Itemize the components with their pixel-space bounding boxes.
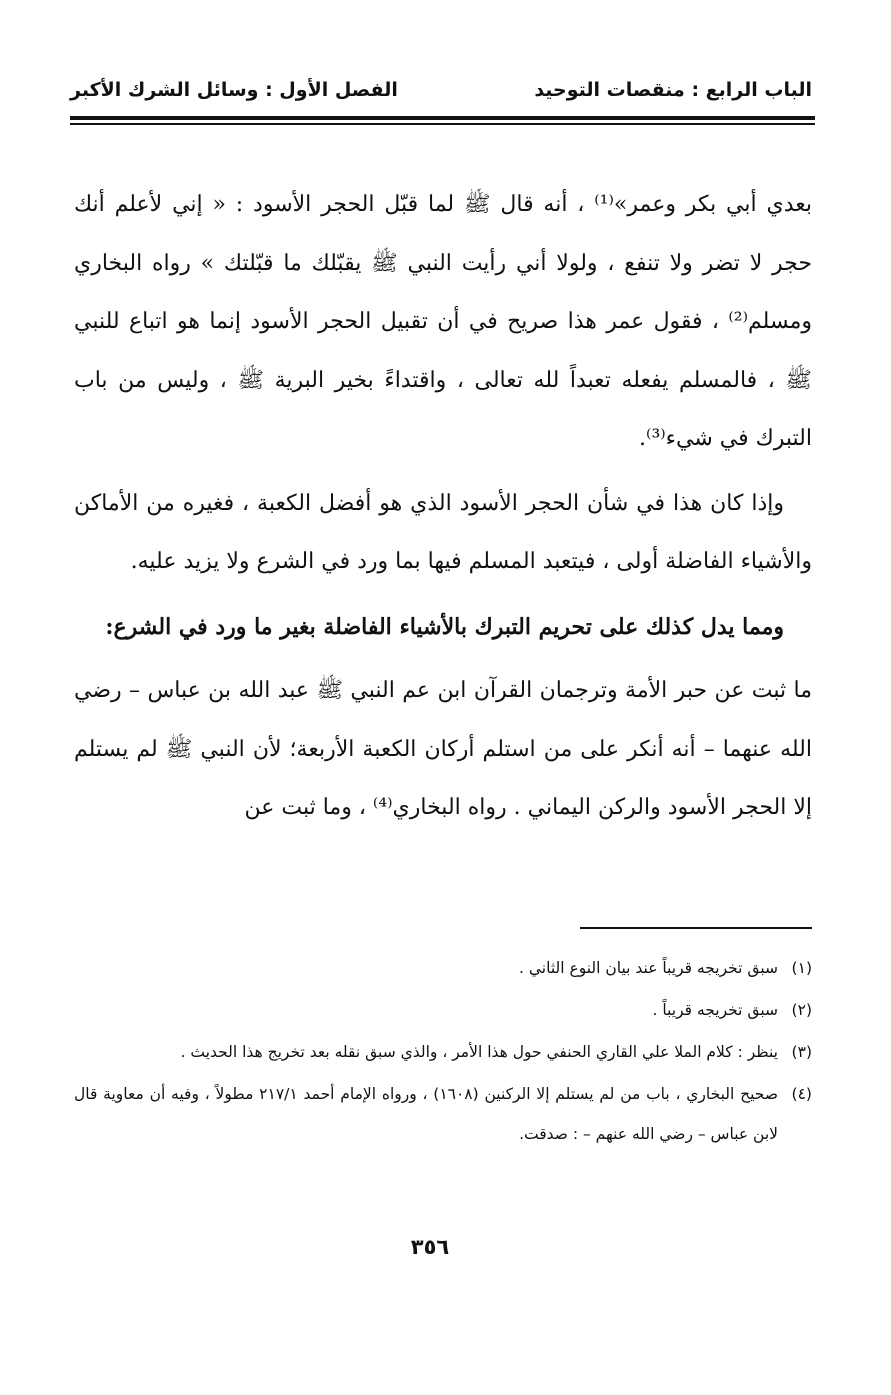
paragraph-2: وإذا كان هذا في شأن الحجر الأسود الذي هو أفضل الكعبة ، فغيره من الأماكن والأشياء الفاضلة أولى ، فيتعبد المسلم فيها بما ورد في الشرع ولا يزيد عليه. xyxy=(74,490,812,574)
footnotes xyxy=(74,946,812,1156)
header-rule-thin xyxy=(70,123,815,125)
footnote-text: سبق تخريجه قريباً عند بيان النوع الثاني . xyxy=(519,959,778,977)
page-number: ٣٥٦ xyxy=(410,1235,450,1259)
footnote-number: (٣) xyxy=(791,1043,812,1061)
footnote-number: (٤) xyxy=(791,1085,812,1103)
footnote-number: (١) xyxy=(791,959,812,977)
header-part-title: الباب الرابع : منقصات التوحيد xyxy=(534,79,812,101)
footnote-2 xyxy=(74,990,812,1030)
running-header xyxy=(70,70,812,110)
header-chapter-section: الفصل الأول : وسائل الشرك الأكبر xyxy=(70,79,398,101)
footnote-text: ينظر : كلام الملا علي القاري الحنفي حول هذا الأمر ، والذي سبق نقله بعد تخريج هذا الحديث . xyxy=(180,1043,778,1061)
paragraph-3-heading: ومما يدل كذلك على تحريم التبرك بالأشياء الفاضلة بغير ما ورد في الشرع: xyxy=(105,613,784,640)
footnote-text: سبق تخريجه قريباً . xyxy=(652,1001,778,1019)
footnote-4 xyxy=(74,1074,812,1154)
footnote-separator xyxy=(580,927,812,929)
main-text xyxy=(74,176,812,844)
header-rule-thick xyxy=(70,116,815,120)
paragraph-1: بعدي أبي بكر وعمر»⁽¹⁾ ، أنه قال ﷺ لما قبّل الحجر الأسود : « إني لأعلم أنك حجر لا تضر ولا تنفع ، ولولا أني رأيت النبي ﷺ يقبّلك ما قبّلتك » رواه البخاري ومسلم⁽²⁾ ، فقول عمر هذا صريح في أن تقبيل الحجر الأسود إنما هو اتباع للنبي ﷺ ، فالمسلم يفعله تعبداً لله تعالى ، واقتداءً بخير البرية ﷺ ، وليس من باب التبرك في شيء⁽³⁾. xyxy=(74,192,812,451)
paragraph-4: ما ثبت عن حبر الأمة وترجمان القرآن ابن عم النبي ﷺ عبد الله بن عباس – رضي الله عنهما – أنه أنكر على من استلم أركان الكعبة الأربعة؛ لأن النبي ﷺ لم يستلم إلا الحجر الأسود والركن اليماني . رواه البخاري⁽⁴⁾ ، وما ثبت عن xyxy=(74,678,812,820)
footnote-text: صحيح البخاري ، باب من لم يستلم إلا الركنين (١٦٠٨) ، ورواه الإمام أحمد ٢١٧/١ مطولاً ، وفيه أن معاوية قال لابن عباس – رضي الله عنهم – : صدقت. xyxy=(74,1085,778,1143)
footnote-1 xyxy=(74,948,812,988)
footnote-number: (٢) xyxy=(791,1001,812,1019)
footnote-3 xyxy=(74,1032,812,1072)
